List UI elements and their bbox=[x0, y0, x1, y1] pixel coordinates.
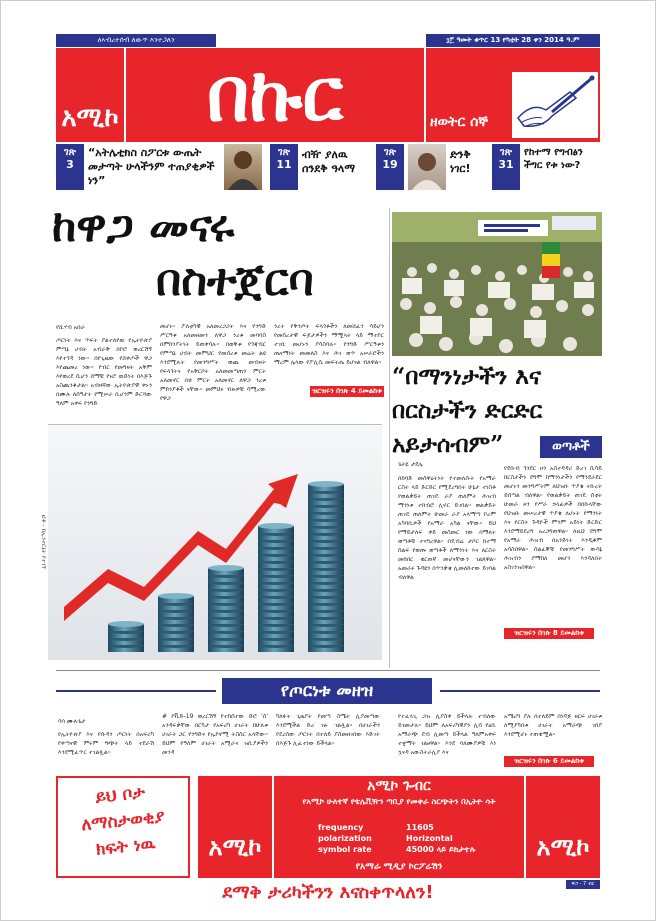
page-number: 11 bbox=[276, 158, 292, 171]
growth-graphic bbox=[48, 426, 382, 660]
section-rule-top bbox=[56, 670, 600, 671]
teaser-headline[interactable]: “አትሌቲክስ ስፖርቱ ውጤት መታጣት ሁላችንም ተጠያቂዎች ነን” bbox=[88, 146, 215, 187]
spec-label: polarization bbox=[318, 834, 372, 843]
date-bar bbox=[426, 34, 600, 47]
ad-main[interactable] bbox=[274, 776, 524, 878]
headline-line-2: በስተጀርባ bbox=[156, 255, 314, 306]
teaser-page-badge bbox=[270, 144, 298, 190]
slogan-text: ለኣብረተሰብ ለውጥ እንተጋለን bbox=[97, 36, 175, 44]
rally-photo bbox=[392, 212, 602, 356]
spec-value: Horizontal bbox=[406, 834, 453, 843]
coin-stack-bar bbox=[208, 565, 244, 652]
section-badge-youth: ወጣቶች bbox=[540, 436, 602, 458]
lead-column-2: መሆኑ። ፖለቲካዊ አለመረጋጋት እና የንግድ ሥርዓቱ አለመዘመን ለዋጋ ንረቱ መባባስ በምክንያትነት ይጠቀሳሉ። በወቅቱ የጎጃብር የምጣኔ ሀብት መምህር የመሰረቱ መሬት ልዩ እንደሚሉት የመንግሥት ወጪ መብዛት የፍላጎትና የአቅርቦት አለመመጣጠን ምርት አለመኖር በቂ ምርት አለመኖር ለዋጋ ንረቱ ምክንያቶች ናቸው። መምህሩ ብዙዎቹ ሳሚረው የዋጋ bbox=[160, 323, 266, 402]
ad-left-text: ይህ ቦታ ለማስታወቂያ ክፍት ነዉ bbox=[80, 782, 166, 860]
teaser-page-badge bbox=[492, 144, 520, 190]
photo-story-quote[interactable]: “በማንነታችን እና በርስታችን ድርድር አይታሰብም” bbox=[392, 363, 543, 458]
spec-value: 45000 ላይ ይከታተሉ bbox=[406, 845, 476, 854]
lead-byline: የሺሃብ አበራ bbox=[56, 324, 85, 331]
spec-label: frequency bbox=[318, 823, 364, 832]
teaser-photo bbox=[408, 144, 446, 190]
page-label: ገጽ bbox=[64, 147, 76, 158]
lead-headline[interactable] bbox=[46, 200, 386, 308]
opinion-column-1: የኢትዮጵያ እና የሱዳን ጦርነት በአፍሪካ የቀጣናዊ ምሩም ግጭት ላይ ተደራሽ እንደሚፈጥር ተገልጿል። bbox=[58, 731, 154, 756]
issue-date: ፲፫ ዓመት ቁጥር 13 የካቲት 28 ቀን 2014 ዓ.ም bbox=[446, 36, 580, 44]
ad-title: አሚኮ ጉብር bbox=[367, 778, 431, 794]
photo-story-continue-link[interactable]: ዝርዝሩን በገጽ 8 ይመልከቱ bbox=[504, 628, 594, 639]
masthead-left-block bbox=[56, 48, 124, 142]
price-badge: ዋጋ - 7 ብር bbox=[566, 880, 600, 889]
teaser-page-badge bbox=[376, 144, 404, 190]
teaser-photo bbox=[224, 144, 262, 190]
page-label: ገጽ bbox=[500, 147, 512, 158]
photo-story-column-1: በከባድ መስዋዕትነት የተመለሱት የአማራ ርስት ላይ ድርድር የሚደረግበት ሁኔታ ተነስቶ የወልቃይት ጠገዴ ራያ ጠለምት ሕዝብ ማንነቱ ተከብሮ ሊኖር ይገባል። ወልቃይት ጠገዴ ጠለምት ሁመራ ራያ አላማጣ ኮረም አካባቢዎች የአማራ አካል ናቸው። ይህ የማይታለፍ ቀይ መስመር ነው በማለት ወጣቶቹ ተናግረዋል። በዴብሬ ታቦር ከተማ ሰልፍ የወጡ ወጣቶች ለማንነት እና ለርስት መከበር ቁርጠኛ መሆናቸውን ገልጸዋል። አመራሩ ጉዳዩን በጥንቃቄ ሊመለከተው ይገባል ብለዋል bbox=[398, 475, 496, 581]
footer-slogan: ደማቅ ታሪካችንን እናስቀጥላለን! bbox=[222, 882, 434, 903]
opinion-continue-link[interactable]: ዝርዝሩን በገጽ 6 ይመልከቱ bbox=[504, 756, 594, 767]
ad-spec-row bbox=[318, 822, 518, 855]
coin-stack-bar bbox=[158, 593, 194, 652]
teaser-page-badge bbox=[56, 144, 84, 190]
headline-line-1: ከዋጋ መናሩ bbox=[52, 201, 235, 252]
coin-stack-bar bbox=[108, 621, 144, 652]
opinion-column-2: # ኮቪድ-19 ወረርሽኝ የተከሰተው ድሮ 'ሰ' አንዳፍቃቸው በርካታ የአፍሪካ ሀገራት ከሁለቱ ሀገራት ጋር የንግድና የኢኮኖሚ ትስስር አላቸው። ይህም የዓለም ሀገራት አሚራና ዝቢያዎችን መንዳ bbox=[162, 713, 268, 756]
hand-pen-icon bbox=[512, 72, 598, 138]
page-number: 3 bbox=[66, 158, 74, 171]
spec-value: 11605 bbox=[406, 823, 434, 832]
ad-brand-right-text: አሚኮ bbox=[536, 832, 590, 861]
photo-story-byline: ጌትዬ ታደሌ bbox=[398, 461, 423, 468]
masthead-title-block bbox=[126, 48, 424, 142]
page-number: 31 bbox=[498, 158, 514, 171]
newspaper-title: በኩር bbox=[206, 52, 344, 138]
opinion-byline: ሳባ ሙሉጌታ bbox=[58, 718, 86, 725]
coin-stack-bar bbox=[258, 523, 294, 652]
lead-column-1: ጦርነት እና ጥፍት ያልተለየዉ የኢትዮጵያ ምጣኔ ሀብት አብራቅ በኮሮ ወረርሽኝ እየተጎዳ ነው። በየጊዜው የሸቀጦች ዋጋ እየጨመረ ነው። የብር የመግዛት አቅም እየወረደ ሲሆን ሸማቹ የኑሮ ዉድነት በእጅጉ አስጨንቆታል። አብዛኛው ኢትዮጵያዊ ቀኑን በሙሉ ለሰዓታት የሚሠራ ቢሆንም ድርሻው ዓለም አቀፍ የንግድ bbox=[56, 337, 152, 407]
lead-column-3: ንረት የቅንጦት ፍላጎቶችን ለመሸፈን ሳይሆን የመሰረታዊ ፍጆታዎችን ማሟላት ላይ ማተኮር ተገቢ መሆኑን ያሳስባሉ። የንግድ ሥርዓቱን ጤናማነት መመለስ እና ሕገ ወጥ አሠራሮችን ማረም ሌላው የፖሊሲ መፍትሔ ይሆናል ብለዋል። bbox=[274, 323, 384, 366]
spec-label: symbol rate bbox=[318, 845, 372, 854]
column-divider bbox=[389, 208, 390, 668]
page-number: 19 bbox=[382, 158, 398, 171]
opinion-column-5: አሜሪካ ያሉ በተለይም በነዳጅ ዘርፍ ሀገራቱ ለሚያካበቱ ሀገራት አማራጭ ገበያ እንደሚሆኑ ተጠቁሟል። bbox=[504, 713, 602, 738]
page-label: ገጽ bbox=[384, 147, 396, 158]
coin-chart bbox=[48, 426, 382, 660]
opinion-column-4: የተፈላጊ ጋዝ ሊያስቀ ይችላሉ ተብለው ይገመታሉ። ይህም ለአፍሪካዊያን ሊሰ የዕቢ አማራጭ ደብ ሊመጣ ይችላል ዓለምአቀፍ ተቋማት ገልፀዋል። እንደ ባለሙያዎቹ እነ ኳናዳ አውስትራሊያ እና bbox=[398, 713, 496, 756]
teaser-headline[interactable]: ድንቅ ነገር! bbox=[450, 148, 471, 175]
publication-frequency: ዘወትር ሰኞ bbox=[430, 114, 489, 130]
ad-subtitle: የአሚኮ ሁለተኛ የቴሌቪዥን ጣቢያ የመቀራ ስርጭትን በኢትዮ ሳት bbox=[302, 797, 496, 806]
opinion-title-row bbox=[56, 676, 600, 706]
coin-stack-bar bbox=[308, 481, 344, 652]
ad-brand-right bbox=[526, 776, 600, 878]
slogan-bar bbox=[56, 34, 216, 47]
ad-corporation: የአማራ ሚዲያ ኮርፖሬሽን bbox=[355, 862, 443, 872]
lead-continue-link[interactable]: ዝርዝሩን በገጽ 4 ይመልከቱ bbox=[310, 386, 384, 397]
teasers-row bbox=[56, 144, 600, 190]
ad-brand-left bbox=[198, 776, 272, 878]
brand-logo-text: አሚኮ bbox=[61, 103, 119, 133]
section-rule bbox=[48, 424, 382, 425]
teaser-headline[interactable]: ብዥ ያለዉ ሰንደቅ ዓላማ bbox=[302, 148, 355, 175]
opinion-column-3: ካለፉት ጊዜያት የመጣ ስሜት ሊያመጣው እንደሚችል ድረ ገፁ ገልጿል። በሀገራችን የደረሰው ጦርነት በተለይ ያስመዘገበው እድገት በእጅጉ ሊፈተነው ይችላል። bbox=[276, 713, 380, 747]
graphic-caption-text: ፎቶ - ከኢንተርኔት የተገኘ bbox=[40, 514, 47, 570]
ad-brand-left-text: አሚኮ bbox=[208, 832, 262, 861]
ad-left-box[interactable] bbox=[56, 776, 190, 878]
opinion-title[interactable]: የጦርነቱ መዘዝ bbox=[222, 678, 432, 704]
teaser-headline[interactable]: የከተማ የግብፅን ችግር የቱ ነው? bbox=[524, 147, 583, 171]
photo-story-column-2: የደቡብ ጎንደር ዞን አስተዳዳሪ ድረገ ሲሳይ ከርስታችን ደግሞ ከማንነታችን የማንደራደር መሆኑን መንግሥትም ለህዝቡ ጥያቄ ትኩረት ይሰጣል ብለዋል። የወልቃይት ጠገዴ ሰቲት ሁመራ ዞን የሥራ ኃላፊዎች በበኩላቸው የህዝቡ መሠረታዊ ጥያቄ ለሆኑት የማንነት እና የርስት ጉዳዮች ምንም አይነት ድርድር እንደማይደረግ አረጋግጠዋል። ለዚህ ደግሞ የአማራ ሕዝብ በአንድነት እንዲቆም አሳስበዋል። ሰልፈኞቹ የመንግሥት ውሳኔ ሕዝብን ያማከለ መሆን እንዳለበት አስገንዝበዋል። bbox=[504, 465, 602, 571]
page-label: ገጽ bbox=[278, 147, 290, 158]
